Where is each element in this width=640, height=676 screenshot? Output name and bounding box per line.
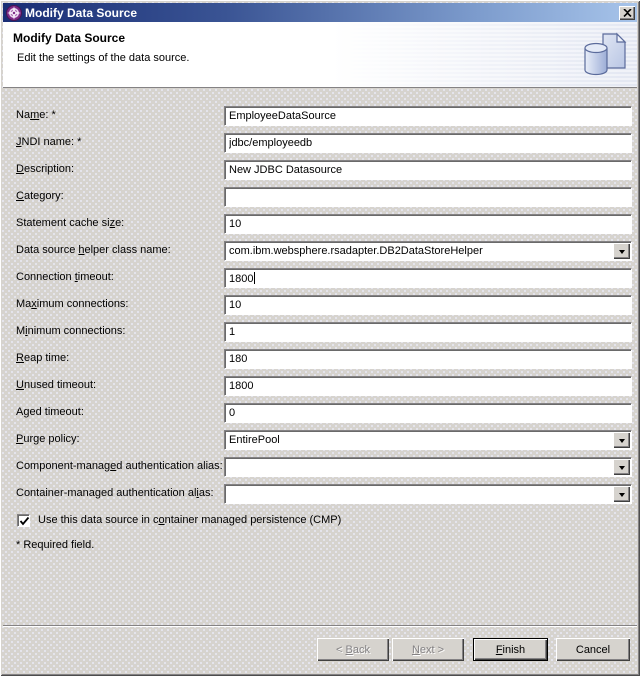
reap-time-label: Reap time: bbox=[16, 352, 70, 364]
reap-time-input[interactable]: 180 bbox=[224, 349, 632, 369]
field-row-connection-timeout bbox=[0, 268, 640, 289]
close-icon bbox=[623, 9, 632, 17]
field-row-component-managed-auth-alias bbox=[0, 457, 640, 478]
next-button[interactable]: Next > bbox=[392, 638, 464, 661]
cmp-checkbox[interactable] bbox=[17, 514, 30, 527]
chevron-down-icon[interactable] bbox=[613, 243, 630, 259]
back-button[interactable]: < Back bbox=[317, 638, 389, 661]
maximum-connections-input[interactable]: 10 bbox=[224, 295, 632, 315]
purge-policy-label: Purge policy: bbox=[16, 433, 80, 445]
field-row-description bbox=[0, 160, 640, 181]
field-row-minimum-connections bbox=[0, 322, 640, 343]
statement-cache-size-label: Statement cache size: bbox=[16, 217, 125, 229]
field-row-reap-time bbox=[0, 349, 640, 370]
text-cursor bbox=[254, 272, 255, 284]
field-row-maximum-connections bbox=[0, 295, 640, 316]
helper-class-select[interactable]: com.ibm.websphere.rsadapter.DB2DataStoreHelper bbox=[224, 241, 632, 261]
name-label: Name: * bbox=[16, 109, 56, 121]
minimum-connections-input[interactable]: 1 bbox=[224, 322, 632, 342]
titlebar[interactable] bbox=[3, 3, 637, 22]
chevron-down-icon[interactable] bbox=[613, 486, 630, 502]
field-row-jndi-name bbox=[0, 133, 640, 154]
data-source-icon bbox=[581, 24, 631, 85]
jndi-name-label: JNDI name: * bbox=[16, 136, 82, 148]
field-row-unused-timeout bbox=[0, 376, 640, 397]
jndi-name-input[interactable]: jdbc/employeedb bbox=[224, 133, 632, 153]
check-icon bbox=[19, 516, 30, 527]
component-managed-auth-alias-select[interactable] bbox=[224, 457, 632, 477]
chevron-down-icon[interactable] bbox=[613, 432, 630, 448]
aged-timeout-label: Aged timeout: bbox=[16, 406, 84, 418]
maximum-connections-label: Maximum connections: bbox=[16, 298, 129, 310]
field-row-aged-timeout bbox=[0, 403, 640, 424]
finish-button[interactable]: Finish bbox=[473, 638, 548, 661]
page-title: Modify Data Source bbox=[13, 31, 126, 45]
field-row-purge-policy bbox=[0, 430, 640, 451]
aged-timeout-input[interactable]: 0 bbox=[224, 403, 632, 423]
container-managed-auth-alias-select[interactable] bbox=[224, 484, 632, 504]
minimum-connections-label: Minimum connections: bbox=[16, 325, 126, 337]
description-label: Description: bbox=[16, 163, 75, 175]
purge-policy-select[interactable]: EntirePool bbox=[224, 430, 632, 450]
description-input[interactable]: New JDBC Datasource bbox=[224, 160, 632, 180]
name-input[interactable]: EmployeeDataSource bbox=[224, 106, 632, 126]
page-subtitle: Edit the settings of the data source. bbox=[17, 52, 190, 64]
unused-timeout-input[interactable]: 1800 bbox=[224, 376, 632, 396]
window-title: Modify Data Source bbox=[25, 5, 138, 20]
field-row-name bbox=[0, 106, 640, 127]
connection-timeout-label: Connection timeout: bbox=[16, 271, 114, 283]
container-managed-auth-alias-label: Container-managed authentication alias: bbox=[16, 487, 214, 499]
app-icon bbox=[6, 5, 22, 21]
close-button[interactable] bbox=[619, 6, 635, 20]
cancel-button[interactable]: Cancel bbox=[556, 638, 630, 661]
component-managed-auth-alias-label: Component-managed authentication alias: bbox=[16, 460, 223, 472]
button-bar-separator bbox=[3, 625, 637, 627]
wizard-header bbox=[3, 22, 637, 88]
connection-timeout-input[interactable]: 1800 bbox=[224, 268, 632, 288]
field-row-container-managed-auth-alias bbox=[0, 484, 640, 505]
statement-cache-size-input[interactable]: 10 bbox=[224, 214, 632, 234]
helper-class-label: Data source helper class name: bbox=[16, 244, 171, 256]
field-row-statement-cache-size bbox=[0, 214, 640, 235]
required-field-note: * Required field. bbox=[16, 539, 95, 551]
unused-timeout-label: Unused timeout: bbox=[16, 379, 97, 391]
chevron-down-icon[interactable] bbox=[613, 459, 630, 475]
field-row-category bbox=[0, 187, 640, 208]
cmp-checkbox-row bbox=[0, 513, 640, 531]
field-row-helper-class bbox=[0, 241, 640, 262]
cmp-checkbox-label[interactable]: Use this data source in container managed persistence (CMP) bbox=[38, 514, 342, 526]
category-input[interactable] bbox=[224, 187, 632, 207]
category-label: Category: bbox=[16, 190, 64, 202]
